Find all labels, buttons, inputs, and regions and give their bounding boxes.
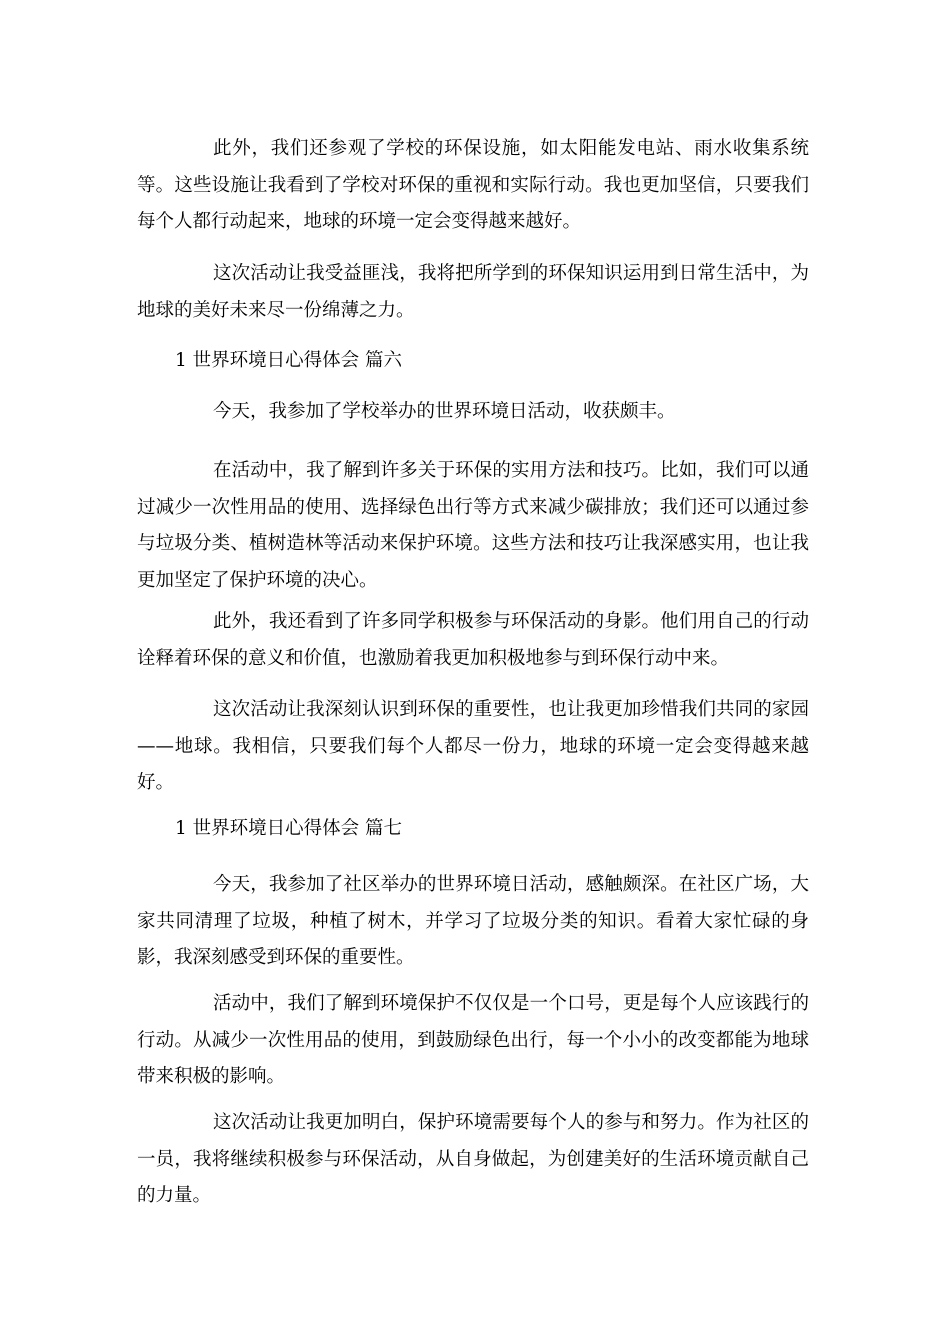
paragraph-activity-benefit: 这次活动让我受益匪浅，我将把所学到的环保知识运用到日常生活中，为地球的美好未来尽一份绵薄之力。	[137, 263, 809, 321]
section6-paragraph-3: 此外，我还看到了许多同学积极参与环保活动的身影。他们用自己的行动诠释着环保的意义和价值，也激励着我更加积极地参与到环保行动中来。	[137, 611, 809, 669]
section6-paragraph-4: 这次活动让我深刻认识到环保的重要性，也让我更加珍惜我们共同的家园——地球。我相信，只要我们每个人都尽一份力，地球的环境一定会变得越来越好。	[137, 699, 809, 793]
section7-paragraph-3: 这次活动让我更加明白，保护环境需要每个人的参与和努力。作为社区的一员，我将继续积极参与环保活动，从自身做起，为创建美好的生活环境贡献自己的力量。	[137, 1112, 809, 1206]
section-heading-7: 1 世界环境日心得体会 篇七	[175, 818, 403, 839]
section6-paragraph-1: 今天，我参加了学校举办的世界环境日活动，收获颇丰。	[213, 401, 676, 422]
section6-paragraph-2: 在活动中，我了解到许多关于环保的实用方法和技巧。比如，我们可以通过减少一次性用品的使用、选择绿色出行等方式来减少碳排放；我们还可以通过参与垃圾分类、植树造林等活动来保护环境。这些方法和技巧让我深感实用，也让我更加坚定了保护环境的决心。	[137, 460, 809, 591]
section7-paragraph-1: 今天，我参加了社区举办的世界环境日活动，感触颇深。在社区广场，大家共同清理了垃圾，种植了树木，并学习了垃圾分类的知识。看着大家忙碌的身影，我深刻感受到环保的重要性。	[137, 874, 809, 968]
paragraph-environmental-facilities: 此外，我们还参观了学校的环保设施，如太阳能发电站、雨水收集系统等。这些设施让我看到了学校对环保的重视和实际行动。我也更加坚信，只要我们每个人都行动起来，地球的环境一定会变得越来越好。	[137, 138, 809, 232]
section7-paragraph-2: 活动中，我们了解到环境保护不仅仅是一个口号，更是每个人应该践行的行动。从减少一次性用品的使用，到鼓励绿色出行，每一个小小的改变都能为地球带来积极的影响。	[137, 993, 809, 1087]
section-heading-6: 1 世界环境日心得体会 篇六	[175, 350, 403, 371]
